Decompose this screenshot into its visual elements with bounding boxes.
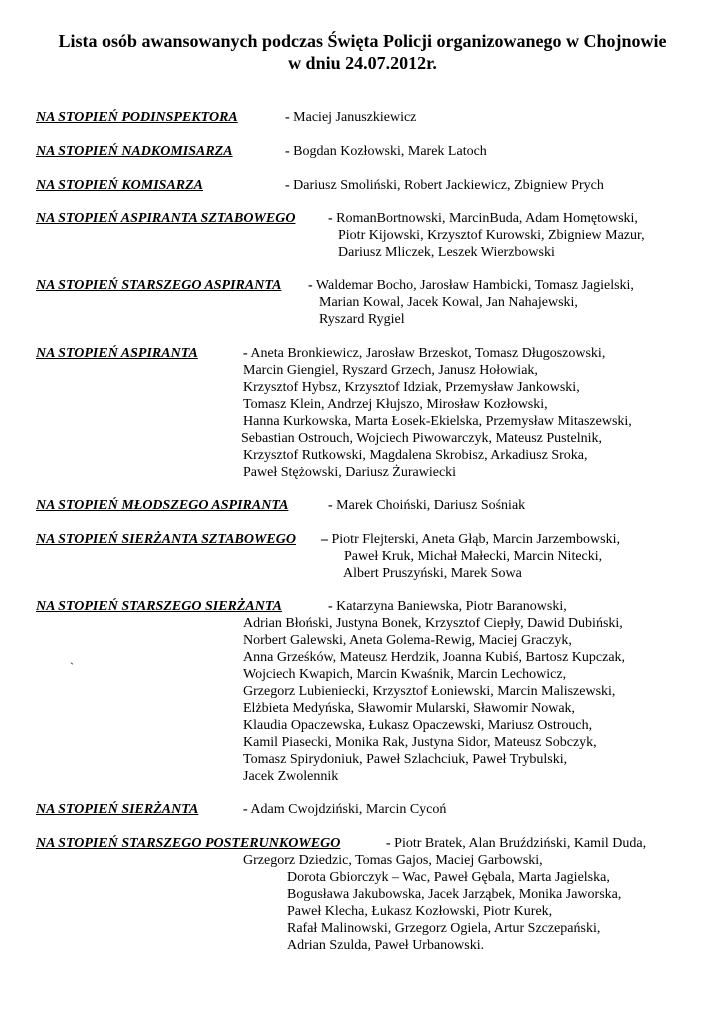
section-aspiranta-sztabowego (36, 210, 295, 227)
names-line: Hanna Kurkowska, Marta Łosek-Ekielska, Przemysław Mitaszewski, (243, 414, 632, 429)
names-line: Rafał Malinowski, Grzegorz Ogiela, Artur Szczepański, (287, 921, 601, 936)
rank-label: NA STOPIEŃ ASPIRANTA SZTABOWEGO (36, 211, 296, 226)
names-line: Paweł Stężowski, Dariusz Żurawiecki (243, 465, 457, 480)
stray-mark: ` (70, 660, 74, 674)
names-line: Dariusz Mliczek, Leszek Wierzbowski (338, 245, 555, 260)
section-komisarza (36, 177, 203, 194)
names-line: – Piotr Flejterski, Aneta Głąb, Marcin Jarzembowski, (321, 532, 620, 547)
title-line-1: Lista osób awansowanych podczas Święta Policji organizowanego w Chojnowie (58, 31, 667, 51)
rank-label: NA STOPIEŃ MŁODSZEGO ASPIRANTA (36, 498, 289, 513)
names-line: Ryszard Rygiel (319, 312, 405, 327)
rank-label: NA STOPIEŃ STARSZEGO SIERŻANTA (36, 599, 282, 614)
names-line: Grzegorz Lubieniecki, Krzysztof Łoniewski, Marcin Maliszewski, (243, 684, 616, 699)
names-line: - Marek Choiński, Dariusz Sośniak (328, 498, 526, 513)
section-aspiranta (36, 345, 198, 362)
section-starszego-sierzanta (36, 598, 282, 615)
names-line: Sebastian Ostrouch, Wojciech Piwowarczyk, Mateusz Pustelnik, (241, 431, 602, 446)
names-line: Marcin Giengiel, Ryszard Grzech, Janusz Hołowiak, (243, 363, 538, 378)
names-line: Marian Kowal, Jacek Kowal, Jan Nahajewski, (319, 295, 578, 310)
section-nadkomisarza (36, 143, 233, 160)
names-line: - Maciej Januszkiewicz (285, 110, 417, 125)
names-line: - RomanBortnowski, MarcinBuda, Adam Homętowski, (328, 211, 638, 226)
names-line: Krzysztof Hybsz, Krzysztof Idziak, Przemysław Jankowski, (243, 380, 580, 395)
names-line: Norbert Galewski, Aneta Golema-Rewig, Maciej Graczyk, (243, 633, 572, 648)
section-sierzanta-sztabowego (36, 531, 296, 548)
names-line: - Katarzyna Baniewska, Piotr Baranowski, (328, 599, 567, 614)
names-line: Paweł Kruk, Michał Małecki, Marcin Nitecki, (344, 549, 603, 564)
rank-label: NA STOPIEŃ SIERŻANTA SZTABOWEGO (36, 532, 296, 547)
names-line: Piotr Kijowski, Krzysztof Kurowski, Zbigniew Mazur, (338, 228, 645, 243)
names-line: Tomasz Spirydoniuk, Paweł Szlachciuk, Paweł Trybulski, (243, 752, 568, 767)
names-line: Elżbieta Medyńska, Sławomir Mularski, Sławomir Nowak, (243, 701, 576, 716)
rank-label: NA STOPIEŃ PODINSPEKTORA (36, 110, 238, 125)
title-line-2: w dniu 24.07.2012r. (288, 53, 437, 73)
rank-label: NA STOPIEŃ SIERŻANTA (36, 802, 199, 817)
section-starszego-aspiranta (36, 277, 281, 294)
names-line: - Adam Cwojdziński, Marcin Cycoń (243, 802, 447, 817)
names-line: Adrian Szulda, Paweł Urbanowski. (287, 938, 485, 953)
names-line: Dorota Gbiorczyk – Wac, Paweł Gębala, Marta Jagielska, (287, 870, 610, 885)
section-sierzanta (36, 801, 198, 818)
section-mlodszego-aspiranta (36, 497, 288, 514)
rank-label: NA STOPIEŃ NADKOMISARZA (36, 144, 233, 159)
names-line: Adrian Błoński, Justyna Bonek, Krzysztof Ciepły, Dawid Dubiński, (243, 616, 623, 631)
section-podinspektora (36, 109, 238, 126)
document-title (20, 30, 705, 74)
names-line: Tomasz Klein, Andrzej Kłujszo, Mirosław Kozłowski, (243, 397, 548, 412)
names-line: Albert Pruszyński, Marek Sowa (343, 566, 522, 581)
names-line: Klaudia Opaczewska, Łukasz Opaczewski, Mariusz Ostrouch, (243, 718, 593, 733)
names-line: Krzysztof Rutkowski, Magdalena Skrobisz, Arkadiusz Sroka, (243, 448, 588, 463)
names-line: Kamil Piasecki, Monika Rak, Justyna Sidor, Mateusz Sobczyk, (243, 735, 597, 750)
names-line: - Waldemar Bocho, Jarosław Hambicki, Tomasz Jagielski, (308, 278, 634, 293)
names-line: Anna Grześków, Mateusz Herdzik, Joanna Kubiś, Bartosz Kupczak, (243, 650, 626, 665)
section-starszego-posterunkowego (36, 835, 340, 852)
names-line: - Piotr Bratek, Alan Bruździński, Kamil Duda, (386, 836, 647, 851)
names-line: Grzegorz Dziedzic, Tomas Gajos, Maciej Garbowski, (243, 853, 543, 868)
names-line: Bogusława Jakubowska, Jacek Jarząbek, Monika Jaworska, (287, 887, 622, 902)
names-line: Jacek Zwolennik (243, 769, 339, 784)
names-line: - Bogdan Kozłowski, Marek Latoch (285, 144, 487, 159)
names-line: - Dariusz Smoliński, Robert Jackiewicz, Zbigniew Prych (285, 178, 604, 193)
names-line: Wojciech Kwapich, Marcin Kwaśnik, Marcin Lechowicz, (243, 667, 567, 682)
rank-label: NA STOPIEŃ KOMISARZA (36, 178, 204, 193)
rank-label: NA STOPIEŃ STARSZEGO ASPIRANTA (36, 278, 282, 293)
rank-label: NA STOPIEŃ STARSZEGO POSTERUNKOWEGO (36, 836, 341, 851)
rank-label: NA STOPIEŃ ASPIRANTA (36, 346, 198, 361)
names-line: Paweł Klecha, Łukasz Kozłowski, Piotr Kurek, (287, 904, 553, 919)
names-line: - Aneta Bronkiewicz, Jarosław Brzeskot, Tomasz Długoszowski, (243, 346, 606, 361)
